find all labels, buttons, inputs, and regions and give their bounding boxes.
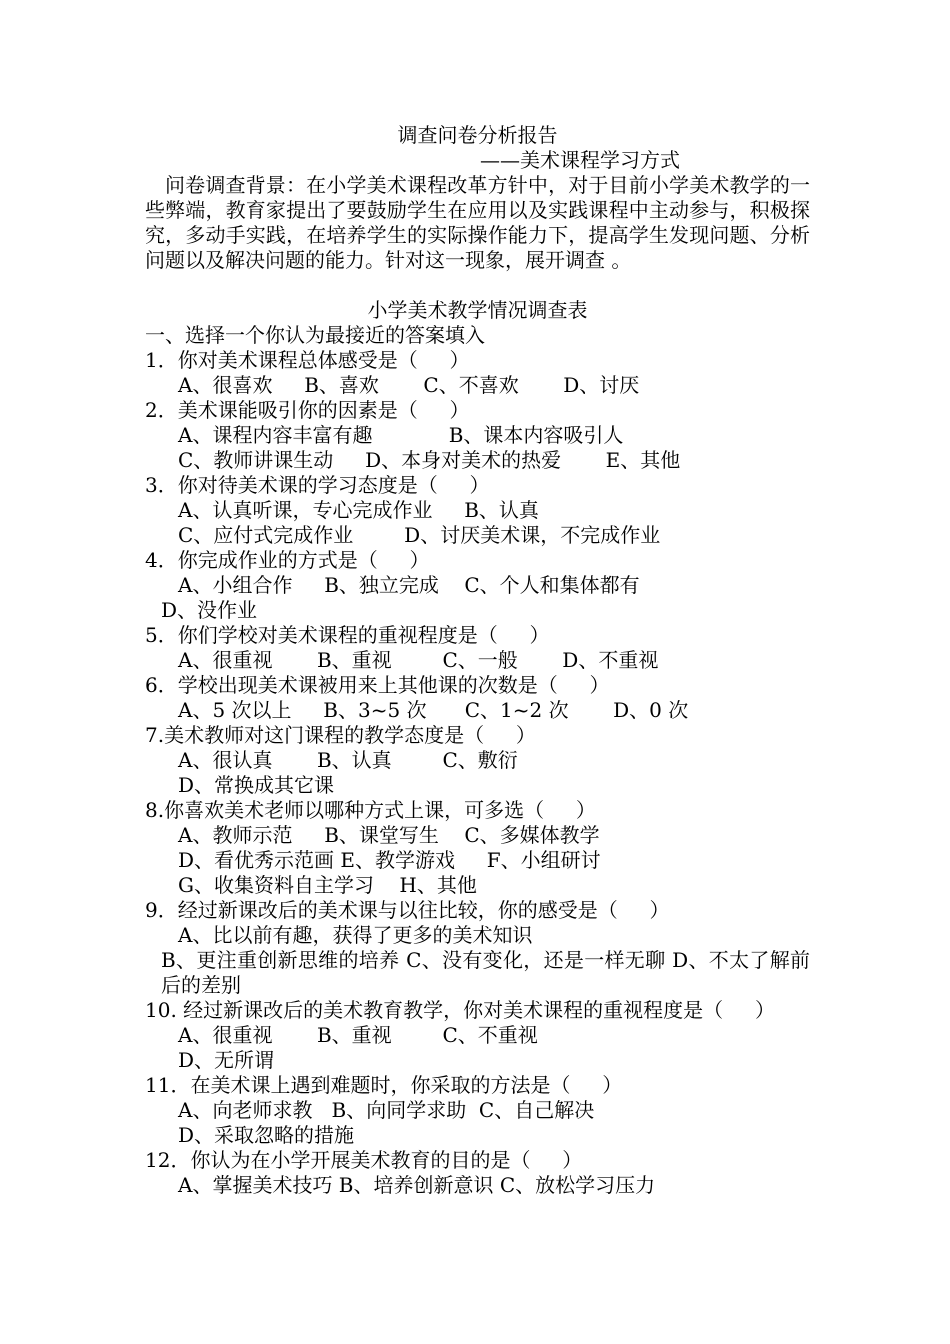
question-8-options-line-2: D、看优秀示范画 E、教学游戏 F、小组研讨 xyxy=(178,848,601,872)
question-10-options-line-2: D、无所谓 xyxy=(178,1048,275,1072)
question-7: 7.美术教师对这门课程的教学态度是（ ） xyxy=(145,723,536,747)
question-1-options: A、很喜欢 B、喜欢 C、不喜欢 D、讨厌 xyxy=(178,373,640,397)
question-2: 2．美术课能吸引你的因素是（ ） xyxy=(145,398,470,422)
question-6-options: A、5 次以上 B、3~5 次 C、1~2 次 D、0 次 xyxy=(178,698,689,722)
question-9: 9．经过新课改后的美术课与以往比较，你的感受是（ ） xyxy=(145,898,670,922)
question-8: 8.你喜欢美术老师以哪种方式上课，可多选（ ） xyxy=(145,798,596,822)
question-3-options-line-1: A、认真听课，专心完成作业 B、认真 xyxy=(178,498,539,522)
question-11-options-line-2: D、采取忽略的措施 xyxy=(178,1123,355,1147)
document-subtitle: ——美术课程学习方式 xyxy=(480,148,680,172)
question-3-options-line-2: C、应付式完成作业 D、讨厌美术课，不完成作业 xyxy=(178,523,661,547)
background-paragraph: 问卷调查背景：在小学美术课程改革方针中，对于目前小学美术教学的一些弊端，教育家提出了要鼓励学生在应用以及实践课程中主动参与，积极探究，多动手实践，在培养学生的实际操作能力下，提高学生发现问题、分析问题以及解决问题的能力。针对这一现象，展开调查 。 xyxy=(145,173,810,272)
question-10: 10. 经过新课改后的美术教育教学，你对美术课程的重视程度是（ ） xyxy=(145,998,775,1022)
question-7-options-line-2: D、常换成其它课 xyxy=(178,773,335,797)
question-2-options-line-2: C、教师讲课生动 D、本身对美术的热爱 E、其他 xyxy=(178,448,681,472)
question-8-options-line-1: A、教师示范 B、课堂写生 C、多媒体教学 xyxy=(178,823,600,847)
question-8-options-line-3: G、收集资料自主学习 H、其他 xyxy=(178,873,477,897)
question-4: 4．你完成作业的方式是（ ） xyxy=(145,548,430,572)
survey-table-title: 小学美术教学情况调查表 xyxy=(367,298,588,322)
question-12: 12．你认为在小学开展美术教育的目的是（ ） xyxy=(145,1148,583,1172)
question-11: 11．在美术课上遇到难题时，你采取的方法是（ ） xyxy=(145,1073,623,1097)
question-10-options-line-1: A、很重视 B、重视 C、不重视 xyxy=(178,1023,538,1047)
question-7-options-line-1: A、很认真 B、认真 C、敷衍 xyxy=(178,748,518,772)
question-11-options-line-1: A、向老师求教 B、向同学求助 C、自己解决 xyxy=(178,1098,595,1122)
document-title: 调查问卷分析报告 xyxy=(397,123,558,147)
question-5: 5．你们学校对美术课程的重视程度是（ ） xyxy=(145,623,550,647)
question-6: 6．学校出现美术课被用来上其他课的次数是（ ） xyxy=(145,673,610,697)
question-9-options-line-1: A、比以前有趣，获得了更多的美术知识 xyxy=(178,923,533,947)
question-3: 3．你对待美术课的学习态度是（ ） xyxy=(145,473,490,497)
spacer xyxy=(145,273,810,298)
question-4-options-line-2: D、没作业 xyxy=(161,598,258,622)
question-1: 1．你对美术课程总体感受是（ ） xyxy=(145,348,470,372)
question-9-options-line-2: B、更注重创新思维的培养 C、没有变化，还是一样无聊 D、不太了解前后的差别 xyxy=(161,948,810,997)
question-5-options: A、很重视 B、重视 C、一般 D、不重视 xyxy=(178,648,659,672)
section-heading: 一、选择一个你认为最接近的答案填入 xyxy=(145,323,485,347)
question-4-options-line-1: A、小组合作 B、独立完成 C、个人和集体都有 xyxy=(178,573,640,597)
question-2-options-line-1: A、课程内容丰富有趣 B、课本内容吸引人 xyxy=(178,423,624,447)
question-12-options: A、掌握美术技巧 B、培养创新意识 C、放松学习压力 xyxy=(178,1173,656,1197)
document-page xyxy=(145,122,810,1198)
